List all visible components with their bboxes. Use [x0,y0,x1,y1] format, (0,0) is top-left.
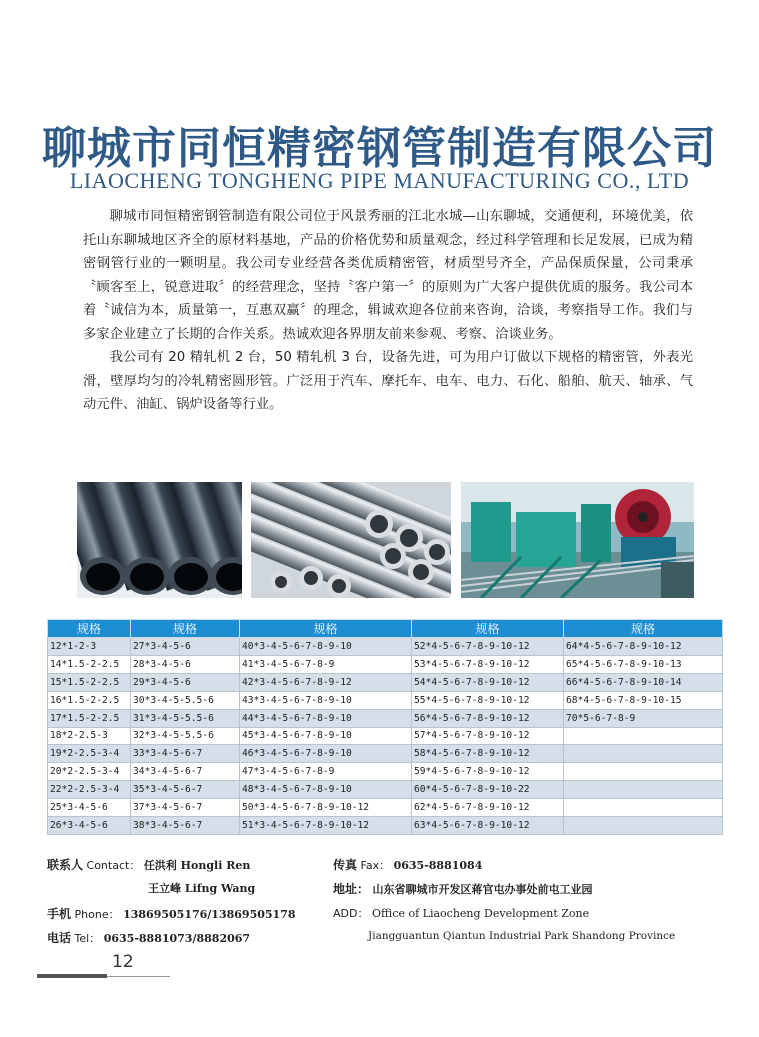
spec-cell: 30*3-4-5-5.5-6 [131,691,240,709]
fax-label-en: Fax： [360,859,391,872]
spec-cell [564,817,723,835]
spec-cell [564,727,723,745]
spec-cell: 54*4-5-6-7-8-9-10-12 [412,673,564,691]
spec-cell [564,763,723,781]
table-row [48,727,723,745]
spec-cell: 66*4-5-6-7-8-9-10-14 [564,673,723,691]
spec-cell: 32*3-4-5-5.5-6 [131,727,240,745]
spec-table [47,619,723,835]
address-en-1: Office of Liaocheng Development Zone [371,907,590,920]
spec-cell [564,781,723,799]
spec-cell [564,745,723,763]
spec-cell: 68*4-5-6-7-8-9-10-15 [564,691,723,709]
table-row [48,799,723,817]
company-title-en: LIAOCHENG TONGHENG PIPE MANUFACTURING CO., LTD [69,168,690,193]
spec-cell: 55*4-5-6-7-8-9-10-12 [412,691,564,709]
column-header: 规格 [564,620,723,638]
spec-cell: 18*2-2.5-3 [48,727,131,745]
intro-paragraph-1: 聊城市同恒精密钢管制造有限公司位于风景秀丽的江北水城—山东聊城，交通便利，环境优美，依托山东聊城地区齐全的原材料基地，产品的价格优势和质量观念，经过科学管理和长足发展，已成为精密钢管行业的一颗明星。我公司专业经营各类优质精密管，材质型号齐全，产品保质保量，公司秉承〝顾客至上，锐意进取〞的经营理念，坚持〝客户第一〞的原则为广大客户提供优质的服务。我公司本着〝诚信为本，质量第一，互惠双赢〞的理念，辑诚欢迎各位前来咨询，洽谈，考察指导工作。我们与多家企业建立了长期的合作关系。热诚欢迎各界朋友前来参观、考察、洽谈业务。 [83,209,693,342]
black-pipes-photo [77,482,242,598]
spec-cell: 14*1.5-2-2.5 [48,655,131,673]
address-en-2: Jiangguantun Qiantun Industrial Park Shandong Province [368,930,676,942]
footer-divider [107,976,170,977]
address-cn: 山东省聊城市开发区蒋官屯办事处前屯工业园 [372,883,593,896]
mobile-label-en: Phone： [74,908,120,921]
tel-number: 0635-8881073/8882067 [103,932,251,945]
spec-cell: 40*3-4-5-6-7-8-9-10 [240,638,412,656]
spec-cell: 38*3-4-5-6-7 [131,817,240,835]
spec-cell: 50*3-4-5-6-7-8-9-10-12 [240,799,412,817]
spec-cell: 53*4-5-6-7-8-9-10-12 [412,655,564,673]
spec-cell: 44*3-4-5-6-7-8-9-10 [240,709,412,727]
company-title-cn: 聊城市同恒精密钢管制造有限公司 [42,123,717,174]
spec-cell: 41*3-4-5-6-7-8-9 [240,655,412,673]
tel-label-cn: 电话 [47,931,72,945]
column-header: 规格 [412,620,564,638]
column-header: 规格 [240,620,412,638]
add-en-line [333,905,589,921]
spec-cell: 63*4-5-6-7-8-9-10-12 [412,817,564,835]
company-introduction [83,205,693,417]
table-row [48,817,723,835]
intro-paragraph-2: 我公司有 20 精轧机 2 台，50 精轧机 3 台，设备先进，可为用户订做以下规格的精密管，外表光滑，壁厚均匀的冷轧精密圆形管。广泛用于汽车、摩托车、电车、电力、石化、船舶、航天、轴承、气动元件、油缸、锅炉设备等行业。 [83,350,693,412]
table-row [48,763,723,781]
spec-cell: 62*4-5-6-7-8-9-10-12 [412,799,564,817]
spec-cell: 64*4-5-6-7-8-9-10-12 [564,638,723,656]
fax-number: 0635-8881084 [393,859,483,872]
spec-cell: 33*3-4-5-6-7 [131,745,240,763]
address-line [333,880,593,897]
factory-machinery-photo [461,482,694,598]
spec-cell: 27*3-4-5-6 [131,638,240,656]
page-number: 12 [112,952,134,972]
table-row [48,655,723,673]
mobile-number: 13869505176/13869505178 [123,908,296,921]
spec-cell: 22*2-2.5-3-4 [48,781,131,799]
spec-cell: 19*2-2.5-3-4 [48,745,131,763]
spec-cell: 15*1.5-2-2.5 [48,673,131,691]
spec-cell: 52*4-5-6-7-8-9-10-12 [412,638,564,656]
contact-person-2: 王立峰 Lifng Wang [148,882,256,895]
spec-cell: 65*4-5-6-7-8-9-10-13 [564,655,723,673]
column-header: 规格 [131,620,240,638]
contact-label-cn: 联系人 [47,858,84,872]
photo-strip [77,482,694,598]
contact-person-2-line [148,880,255,896]
contact-person-line [47,856,250,873]
spec-cell: 58*4-5-6-7-8-9-10-12 [412,745,564,763]
fax-line [333,856,482,873]
spec-cell: 12*1-2-3 [48,638,131,656]
spec-cell: 17*1.5-2-2.5 [48,709,131,727]
spec-cell: 25*3-4-5-6 [48,799,131,817]
spec-cell: 28*3-4-5-6 [131,655,240,673]
spec-table-header [48,620,723,638]
footer-bar [37,974,107,978]
add-en-line-2 [368,929,675,942]
table-row [48,781,723,799]
spec-cell: 70*5-6-7-8-9 [564,709,723,727]
spec-cell: 46*3-4-5-6-7-8-9-10 [240,745,412,763]
address-label: 地址： [333,882,370,896]
spec-cell: 48*3-4-5-6-7-8-9-10 [240,781,412,799]
add-label: ADD： [333,907,369,920]
contact-person-1: 任洪利 Hongli Ren [143,859,251,872]
spec-cell: 37*3-4-5-6-7 [131,799,240,817]
spec-cell: 34*3-4-5-6-7 [131,763,240,781]
spec-cell: 26*3-4-5-6 [48,817,131,835]
spec-cell: 51*3-4-5-6-7-8-9-10-12 [240,817,412,835]
spec-cell: 31*3-4-5-5.5-6 [131,709,240,727]
table-row [48,745,723,763]
table-row [48,673,723,691]
spec-cell: 35*3-4-5-6-7 [131,781,240,799]
spec-cell: 57*4-5-6-7-8-9-10-12 [412,727,564,745]
spec-cell: 45*3-4-5-6-7-8-9-10 [240,727,412,745]
column-header: 规格 [48,620,131,638]
fax-label-cn: 传真 [333,858,358,872]
tel-line [47,929,250,946]
table-row [48,638,723,656]
mobile-line [47,905,296,922]
tel-label-en: Tel： [74,932,101,945]
spec-cell: 20*2-2.5-3-4 [48,763,131,781]
contact-label-en: Contact： [86,859,141,872]
mobile-label-cn: 手机 [47,907,72,921]
spec-cell: 16*1.5-2-2.5 [48,691,131,709]
spec-cell: 47*3-4-5-6-7-8-9 [240,763,412,781]
spec-cell: 56*4-5-6-7-8-9-10-12 [412,709,564,727]
spec-cell: 59*4-5-6-7-8-9-10-12 [412,763,564,781]
spec-cell: 29*3-4-5-6 [131,673,240,691]
spec-cell: 60*4-5-6-7-8-9-10-22 [412,781,564,799]
table-row [48,691,723,709]
steel-pipes-photo [251,482,451,598]
spec-cell: 43*3-4-5-6-7-8-9-10 [240,691,412,709]
spec-cell [564,799,723,817]
spec-cell: 42*3-4-5-6-7-8-9-12 [240,673,412,691]
table-row [48,709,723,727]
